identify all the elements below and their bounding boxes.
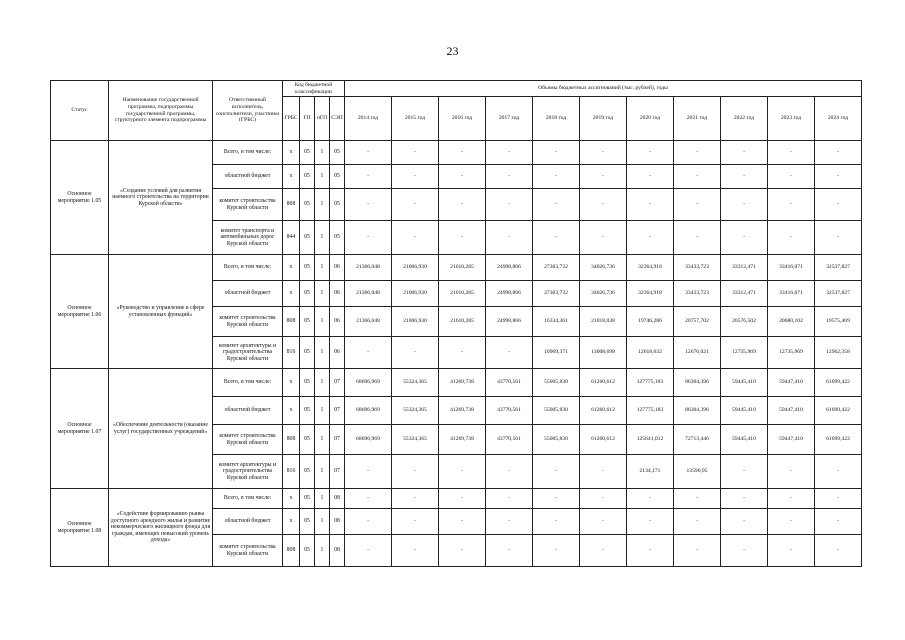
value-cell: - (768, 489, 815, 509)
sep-cell: 07 (330, 397, 345, 425)
value-cell: 21610,285 (439, 281, 486, 307)
value-cell: - (392, 165, 439, 189)
value-cell: - (392, 455, 439, 489)
header-status: Статус (51, 81, 109, 141)
gp-cell: 05 (300, 189, 315, 221)
gp-cell: 05 (300, 369, 315, 397)
value-cell: - (580, 489, 627, 509)
pgp-cell: 1 (315, 509, 330, 535)
value-cell: - (721, 535, 768, 567)
value-cell: 12676,021 (674, 337, 721, 369)
value-cell: - (674, 165, 721, 189)
value-cell: 27303,732 (533, 255, 580, 281)
value-cell: - (345, 535, 392, 567)
header-responsible: Ответственный исполнитель, соисполнители, участники (ГРБС) (213, 81, 283, 141)
responsible-cell: комитет архитектуры и градостроительства Курской области (213, 455, 283, 489)
value-cell: - (768, 165, 815, 189)
value-cell: - (345, 489, 392, 509)
responsible-cell: Всего, в том числе: (213, 255, 283, 281)
value-cell: 59445,410 (721, 369, 768, 397)
grbs-cell: х (283, 369, 300, 397)
header-year: 2023 год (768, 97, 815, 141)
pgp-cell: 1 (315, 369, 330, 397)
header-year: 2017 год (486, 97, 533, 141)
value-cell: 21018,038 (580, 307, 627, 337)
value-cell: - (486, 509, 533, 535)
value-cell: - (345, 509, 392, 535)
value-cell: 61260,612 (580, 397, 627, 425)
value-cell: - (486, 165, 533, 189)
header-code: ГП (300, 97, 315, 141)
value-cell: - (674, 535, 721, 567)
gp-cell: 05 (300, 221, 315, 255)
value-cell: 43770,561 (486, 425, 533, 455)
value-cell: - (721, 165, 768, 189)
header-year: 2018 год (533, 97, 580, 141)
value-cell: 2134,171 (627, 455, 674, 489)
value-cell: 33416,071 (768, 281, 815, 307)
header-name: Наименование государственной программы, подпрограммы государственной программы, структурного элемента подпрограммы (109, 81, 213, 141)
responsible-cell: комитет строительства Курской области (213, 425, 283, 455)
sep-cell: 07 (330, 369, 345, 397)
value-cell: 61699,422 (815, 425, 862, 455)
value-cell: - (486, 189, 533, 221)
value-cell: - (486, 489, 533, 509)
grbs-cell: 808 (283, 535, 300, 567)
name-cell: «Руководство и управление в сфере установленных функций» (109, 255, 213, 369)
responsible-cell: Всего, в том числе: (213, 489, 283, 509)
header-year: 2024 год (815, 97, 862, 141)
grbs-cell: х (283, 141, 300, 165)
status-cell: Основное мероприятие 1.07 (51, 369, 109, 489)
name-cell: «Создание условий для развития наемного строительства на территории Курской области» (109, 141, 213, 255)
gp-cell: 05 (300, 141, 315, 165)
value-cell: 55324,365 (392, 369, 439, 397)
status-cell: Основное мероприятие 1.05 (51, 141, 109, 255)
pgp-cell: 1 (315, 165, 330, 189)
value-cell: 55324,365 (392, 397, 439, 425)
value-cell: - (345, 189, 392, 221)
value-cell: - (721, 509, 768, 535)
grbs-cell: х (283, 397, 300, 425)
table-row (51, 369, 862, 397)
value-cell: - (345, 455, 392, 489)
value-cell: 86304,396 (674, 369, 721, 397)
value-cell: - (580, 189, 627, 221)
value-cell: - (486, 141, 533, 165)
responsible-cell: областной бюджет (213, 397, 283, 425)
responsible-cell: комитет архитектуры и градостроительства Курской области (213, 337, 283, 369)
value-cell: - (345, 221, 392, 255)
value-cell: - (486, 337, 533, 369)
value-cell: 33433,723 (674, 281, 721, 307)
grbs-cell: х (283, 255, 300, 281)
sep-cell: 05 (330, 141, 345, 165)
value-cell: 24998,866 (486, 255, 533, 281)
responsible-cell: областной бюджет (213, 165, 283, 189)
value-cell: 125641,012 (627, 425, 674, 455)
value-cell: - (345, 337, 392, 369)
value-cell: 59447,410 (768, 369, 815, 397)
value-cell: 21610,285 (439, 307, 486, 337)
value-cell: 127775,183 (627, 369, 674, 397)
value-cell: - (345, 165, 392, 189)
header-budget-code: Код бюджетной классификации (283, 81, 345, 97)
budget-table (50, 80, 862, 567)
grbs-cell: 844 (283, 221, 300, 255)
value-cell: 68696,969 (345, 425, 392, 455)
value-cell: 20576,502 (721, 307, 768, 337)
value-cell: - (674, 489, 721, 509)
grbs-cell: х (283, 509, 300, 535)
gp-cell: 05 (300, 165, 315, 189)
value-cell: 43770,561 (486, 397, 533, 425)
header-year: 2022 год (721, 97, 768, 141)
value-cell: - (580, 509, 627, 535)
pgp-cell: 1 (315, 455, 330, 489)
responsible-cell: областной бюджет (213, 281, 283, 307)
value-cell: 41269,738 (439, 425, 486, 455)
page-number: 23 (446, 44, 459, 58)
value-cell: - (533, 509, 580, 535)
pgp-cell: 1 (315, 189, 330, 221)
sep-cell: 06 (330, 255, 345, 281)
value-cell: - (533, 489, 580, 509)
gp-cell: 05 (300, 455, 315, 489)
value-cell: 21366,048 (345, 307, 392, 337)
value-cell: - (721, 455, 768, 489)
value-cell: - (533, 535, 580, 567)
value-cell: 24998,866 (486, 281, 533, 307)
value-cell: 127775,183 (627, 397, 674, 425)
gp-cell: 05 (300, 397, 315, 425)
value-cell: - (392, 535, 439, 567)
status-cell: Основное мероприятие 1.08 (51, 489, 109, 567)
value-cell: - (439, 165, 486, 189)
value-cell: - (768, 455, 815, 489)
value-cell: 61260,612 (580, 425, 627, 455)
pgp-cell: 1 (315, 489, 330, 509)
value-cell: - (486, 535, 533, 567)
value-cell: 24998,866 (486, 307, 533, 337)
value-cell: - (486, 221, 533, 255)
status-cell: Основное мероприятие 1.06 (51, 255, 109, 369)
pgp-cell: 1 (315, 337, 330, 369)
value-cell: 32537,827 (815, 281, 862, 307)
value-cell: - (392, 221, 439, 255)
responsible-cell: комитет строительства Курской области (213, 189, 283, 221)
name-cell: «Содействие формированию рынка доступного арендного жилья и развитие некоммерческого жилищного фонда для граждан, имеющих невысокий уровень дохода» (109, 489, 213, 567)
value-cell: - (533, 455, 580, 489)
header-year: 2020 год (627, 97, 674, 141)
pgp-cell: 1 (315, 425, 330, 455)
value-cell: - (533, 221, 580, 255)
table-row (51, 489, 862, 509)
value-cell: - (815, 509, 862, 535)
value-cell: 32364,918 (627, 281, 674, 307)
value-cell: 55005,830 (533, 369, 580, 397)
gp-cell: 05 (300, 509, 315, 535)
value-cell: 20680,102 (768, 307, 815, 337)
value-cell: - (580, 221, 627, 255)
value-cell: - (439, 509, 486, 535)
pgp-cell: 1 (315, 221, 330, 255)
header-year: 2014 год (345, 97, 392, 141)
value-cell: 21366,048 (345, 255, 392, 281)
value-cell: 13008,698 (580, 337, 627, 369)
value-cell: - (721, 141, 768, 165)
sep-cell: 08 (330, 489, 345, 509)
header-code: СЭП (330, 97, 345, 141)
value-cell: 12618,632 (627, 337, 674, 369)
value-cell: - (345, 141, 392, 165)
value-cell: 59445,410 (721, 397, 768, 425)
value-cell: 33312,471 (721, 255, 768, 281)
sep-cell: 07 (330, 455, 345, 489)
value-cell: 12735,969 (768, 337, 815, 369)
value-cell: - (815, 165, 862, 189)
value-cell: 55005,830 (533, 397, 580, 425)
value-cell: - (627, 509, 674, 535)
header-code: ГРБС (283, 97, 300, 141)
value-cell: - (392, 141, 439, 165)
value-cell: 68696,969 (345, 369, 392, 397)
gp-cell: 05 (300, 281, 315, 307)
value-cell: 33312,471 (721, 281, 768, 307)
value-cell: 59447,410 (768, 397, 815, 425)
grbs-cell: х (283, 281, 300, 307)
value-cell: - (439, 535, 486, 567)
grbs-cell: х (283, 165, 300, 189)
value-cell: - (439, 141, 486, 165)
sep-cell: 05 (330, 221, 345, 255)
header-volumes: Объемы бюджетных ассигнований (тыс. рублей), годы (345, 81, 862, 97)
value-cell: - (674, 221, 721, 255)
value-cell: - (580, 141, 627, 165)
table-row (51, 255, 862, 281)
value-cell: - (627, 221, 674, 255)
value-cell: - (392, 509, 439, 535)
value-cell: - (815, 141, 862, 165)
value-cell: 16334,361 (533, 307, 580, 337)
value-cell: 32537,827 (815, 255, 862, 281)
header-year: 2019 год (580, 97, 627, 141)
responsible-cell: комитет строительства Курской области (213, 307, 283, 337)
table-row (51, 141, 862, 165)
value-cell: - (439, 221, 486, 255)
value-cell: - (768, 221, 815, 255)
grbs-cell: 808 (283, 307, 300, 337)
value-cell: - (674, 141, 721, 165)
value-cell: 13590,95 (674, 455, 721, 489)
value-cell: 20757,702 (674, 307, 721, 337)
value-cell: - (439, 189, 486, 221)
value-cell: - (815, 455, 862, 489)
gp-cell: 05 (300, 337, 315, 369)
pgp-cell: 1 (315, 397, 330, 425)
gp-cell: 05 (300, 535, 315, 567)
value-cell: 41269,738 (439, 369, 486, 397)
pgp-cell: 1 (315, 307, 330, 337)
sep-cell: 06 (330, 307, 345, 337)
value-cell: 27303,732 (533, 281, 580, 307)
value-cell: - (580, 455, 627, 489)
gp-cell: 05 (300, 425, 315, 455)
gp-cell: 05 (300, 489, 315, 509)
sep-cell: 07 (330, 425, 345, 455)
header-year: 2016 год (439, 97, 486, 141)
value-cell: 21006,930 (392, 255, 439, 281)
value-cell: 12735,969 (721, 337, 768, 369)
responsible-cell: Всего, в том числе: (213, 369, 283, 397)
value-cell: - (768, 189, 815, 221)
value-cell: - (627, 141, 674, 165)
value-cell: - (533, 141, 580, 165)
value-cell: - (815, 189, 862, 221)
value-cell: 55005,830 (533, 425, 580, 455)
value-cell: 72713,446 (674, 425, 721, 455)
value-cell: 21006,930 (392, 307, 439, 337)
responsible-cell: Всего, в том числе: (213, 141, 283, 165)
value-cell: 21610,285 (439, 255, 486, 281)
value-cell: - (815, 489, 862, 509)
value-cell: 59445,410 (721, 425, 768, 455)
value-cell: - (439, 337, 486, 369)
sep-cell: 08 (330, 535, 345, 567)
responsible-cell: комитет строительства Курской области (213, 535, 283, 567)
value-cell: - (580, 535, 627, 567)
grbs-cell: х (283, 489, 300, 509)
name-cell: «Обеспечение деятельности (оказание услуг) государственных учреждений» (109, 369, 213, 489)
value-cell: 61260,612 (580, 369, 627, 397)
grbs-cell: 816 (283, 337, 300, 369)
value-cell: - (768, 535, 815, 567)
value-cell: 55324,365 (392, 425, 439, 455)
value-cell: - (439, 455, 486, 489)
value-cell: 33416,071 (768, 255, 815, 281)
value-cell: - (392, 337, 439, 369)
pgp-cell: 1 (315, 281, 330, 307)
value-cell: - (439, 489, 486, 509)
value-cell: - (674, 189, 721, 221)
value-cell: - (627, 489, 674, 509)
header-year: 2021 год (674, 97, 721, 141)
value-cell: 21366,048 (345, 281, 392, 307)
value-cell: - (721, 221, 768, 255)
value-cell: 19575,469 (815, 307, 862, 337)
value-cell: 43770,561 (486, 369, 533, 397)
value-cell: 59447,410 (768, 425, 815, 455)
value-cell: - (392, 489, 439, 509)
sep-cell: 06 (330, 281, 345, 307)
grbs-cell: 816 (283, 455, 300, 489)
value-cell: - (486, 455, 533, 489)
pgp-cell: 1 (315, 141, 330, 165)
sep-cell: 05 (330, 165, 345, 189)
value-cell: - (533, 165, 580, 189)
value-cell: - (768, 509, 815, 535)
pgp-cell: 1 (315, 535, 330, 567)
value-cell: 68696,969 (345, 397, 392, 425)
value-cell: - (627, 189, 674, 221)
pgp-cell: 1 (315, 255, 330, 281)
header-year: 2015 год (392, 97, 439, 141)
value-cell: 86304,396 (674, 397, 721, 425)
value-cell: - (674, 509, 721, 535)
value-cell: - (392, 189, 439, 221)
value-cell: 61699,422 (815, 369, 862, 397)
sep-cell: 05 (330, 189, 345, 221)
value-cell: 12962,358 (815, 337, 862, 369)
value-cell: - (533, 189, 580, 221)
value-cell: 19746,286 (627, 307, 674, 337)
value-cell: - (627, 165, 674, 189)
gp-cell: 05 (300, 255, 315, 281)
value-cell: 34026,736 (580, 255, 627, 281)
sep-cell: 06 (330, 337, 345, 369)
value-cell: - (815, 221, 862, 255)
value-cell: - (721, 489, 768, 509)
gp-cell: 05 (300, 307, 315, 337)
value-cell: - (721, 189, 768, 221)
grbs-cell: 808 (283, 425, 300, 455)
value-cell: - (815, 535, 862, 567)
value-cell: 10969,371 (533, 337, 580, 369)
value-cell: 33433,723 (674, 255, 721, 281)
value-cell: 32364,918 (627, 255, 674, 281)
responsible-cell: комитет транспорта и автомобильных дорог Курской области (213, 221, 283, 255)
value-cell: - (580, 165, 627, 189)
sep-cell: 08 (330, 509, 345, 535)
value-cell: 61699,422 (815, 397, 862, 425)
value-cell: 21006,930 (392, 281, 439, 307)
header-code: пГП (315, 97, 330, 141)
value-cell: - (768, 141, 815, 165)
grbs-cell: 808 (283, 189, 300, 221)
value-cell: 34026,736 (580, 281, 627, 307)
value-cell: - (627, 535, 674, 567)
value-cell: 41269,738 (439, 397, 486, 425)
responsible-cell: областной бюджет (213, 509, 283, 535)
